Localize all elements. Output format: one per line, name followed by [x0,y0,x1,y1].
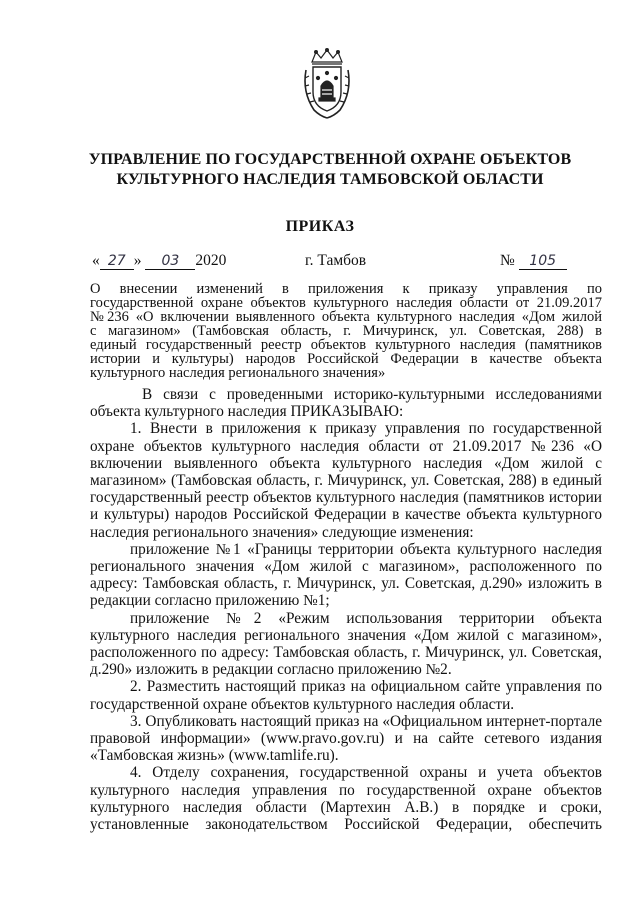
number-value: 105 [519,253,567,270]
body-line: редакции согласно приложению №1; [90,592,330,610]
body-line: включении выявленного объекта культурного наследия «Дом жилой с [90,454,602,472]
organization-name [60,150,600,190]
order-body [90,386,602,833]
subject-line: истории и культуры) народов Российской Федерации в качестве объекта [90,351,602,367]
body-line: культурного наследия регионального значения «Дом жилой с магазином», [90,626,602,644]
quote-close: » [133,252,142,269]
body-line: д.290» изложить в редакции согласно приложению №2. [90,661,452,679]
body-line: 4. Отделу сохранения, государственной охраны и учета объектов [130,764,602,782]
body-line: регионального значения «Дом жилой с магазином», расположенного по [90,558,602,576]
body-line: В связи с проведенными историко-культурными исследованиями [142,386,602,403]
order-number [500,252,567,270]
org-line-2: КУЛЬТУРНОГО НАСЛЕДИЯ ТАМБОВСКОЙ ОБЛАСТИ [116,171,544,188]
body-line: установленные законодательством Российской Федерации, обеспечить [90,816,602,834]
body-line: культурного наследия области (Мартехин А.В.) в порядке и сроки, [90,798,602,816]
body-line: расположенного по адресу: Тамбовская область, г. Мичуринск, ул. Советская, [90,644,602,662]
subject-line: О внесении изменений в приложения к приказу управления по [90,281,602,297]
body-line: и культуры) народов Российской Федерации в качестве объекта культурного [90,506,602,524]
body-line: «Тамбовская жизнь» (www.tamlife.ru). [90,747,339,765]
document-type: ПРИКАЗ [285,218,355,235]
subject-line: единый государственный реестр объектов культурного наследия (памятников [90,337,602,353]
body-line: государственный реестр объектов культурного наследия (памятников истории [90,489,602,507]
city: г. Тамбов [305,252,367,269]
subject-line: государственной охране объектов культурного наследия области от 21.09.2017 [90,295,602,311]
date-month: 03 [145,253,195,270]
subject-line: культурного наследия регионального значения» [90,365,386,381]
quote-open: « [92,252,100,269]
date-day: 27 [100,253,134,270]
body-line: 3. Опубликовать настоящий приказ на «Официальном интернет-портале [130,712,602,730]
body-line: правовой информации» (www.pravo.gov.ru) и на сайте сетевого издания [90,730,602,748]
coat-of-arms-icon [300,48,354,120]
order-subject [90,282,602,380]
number-prefix: № [500,252,515,269]
body-line: охране объектов культурного наследия области от 21.09.2017 №236 «О [90,437,602,455]
body-line: наследия регионального значения» следующие изменения: [90,523,474,541]
body-line: 1. Внести в приложения к приказу управления по государственной [130,420,602,438]
body-line: объекта культурного наследия ПРИКАЗЫВАЮ: [90,403,404,421]
date-year: 2020 [195,252,227,269]
subject-line: №236 «О включении выявленного объекта культурного наследия «Дом жилой [90,309,602,325]
body-line: государственной охране объектов культурного наследия области. [90,695,515,713]
subject-line: с магазином» (Тамбовская область, г. Мичуринск, ул. Советская, 288) в [90,323,602,339]
body-line: адресу: Тамбовская область, г. Мичуринск, ул. Советская, д.290» изложить в [90,575,602,593]
body-line: 2. Разместить настоящий приказ на официальном сайте управления по [130,678,602,696]
body-line: приложение №2 «Режим использования территории объекта [130,609,602,627]
body-line: магазином» (Тамбовская область, г. Мичуринск, ул. Советская, 288) в единый [90,472,602,490]
body-line: приложение №1 «Границы территории объекта культурного наследия [130,540,602,558]
org-line-1: УПРАВЛЕНИЕ ПО ГОСУДАРСТВЕННОЙ ОХРАНЕ ОБЪЕКТОВ [88,151,572,168]
order-date [92,252,226,270]
body-line: культурного наследия управления по государственной охране объектов [90,781,602,799]
